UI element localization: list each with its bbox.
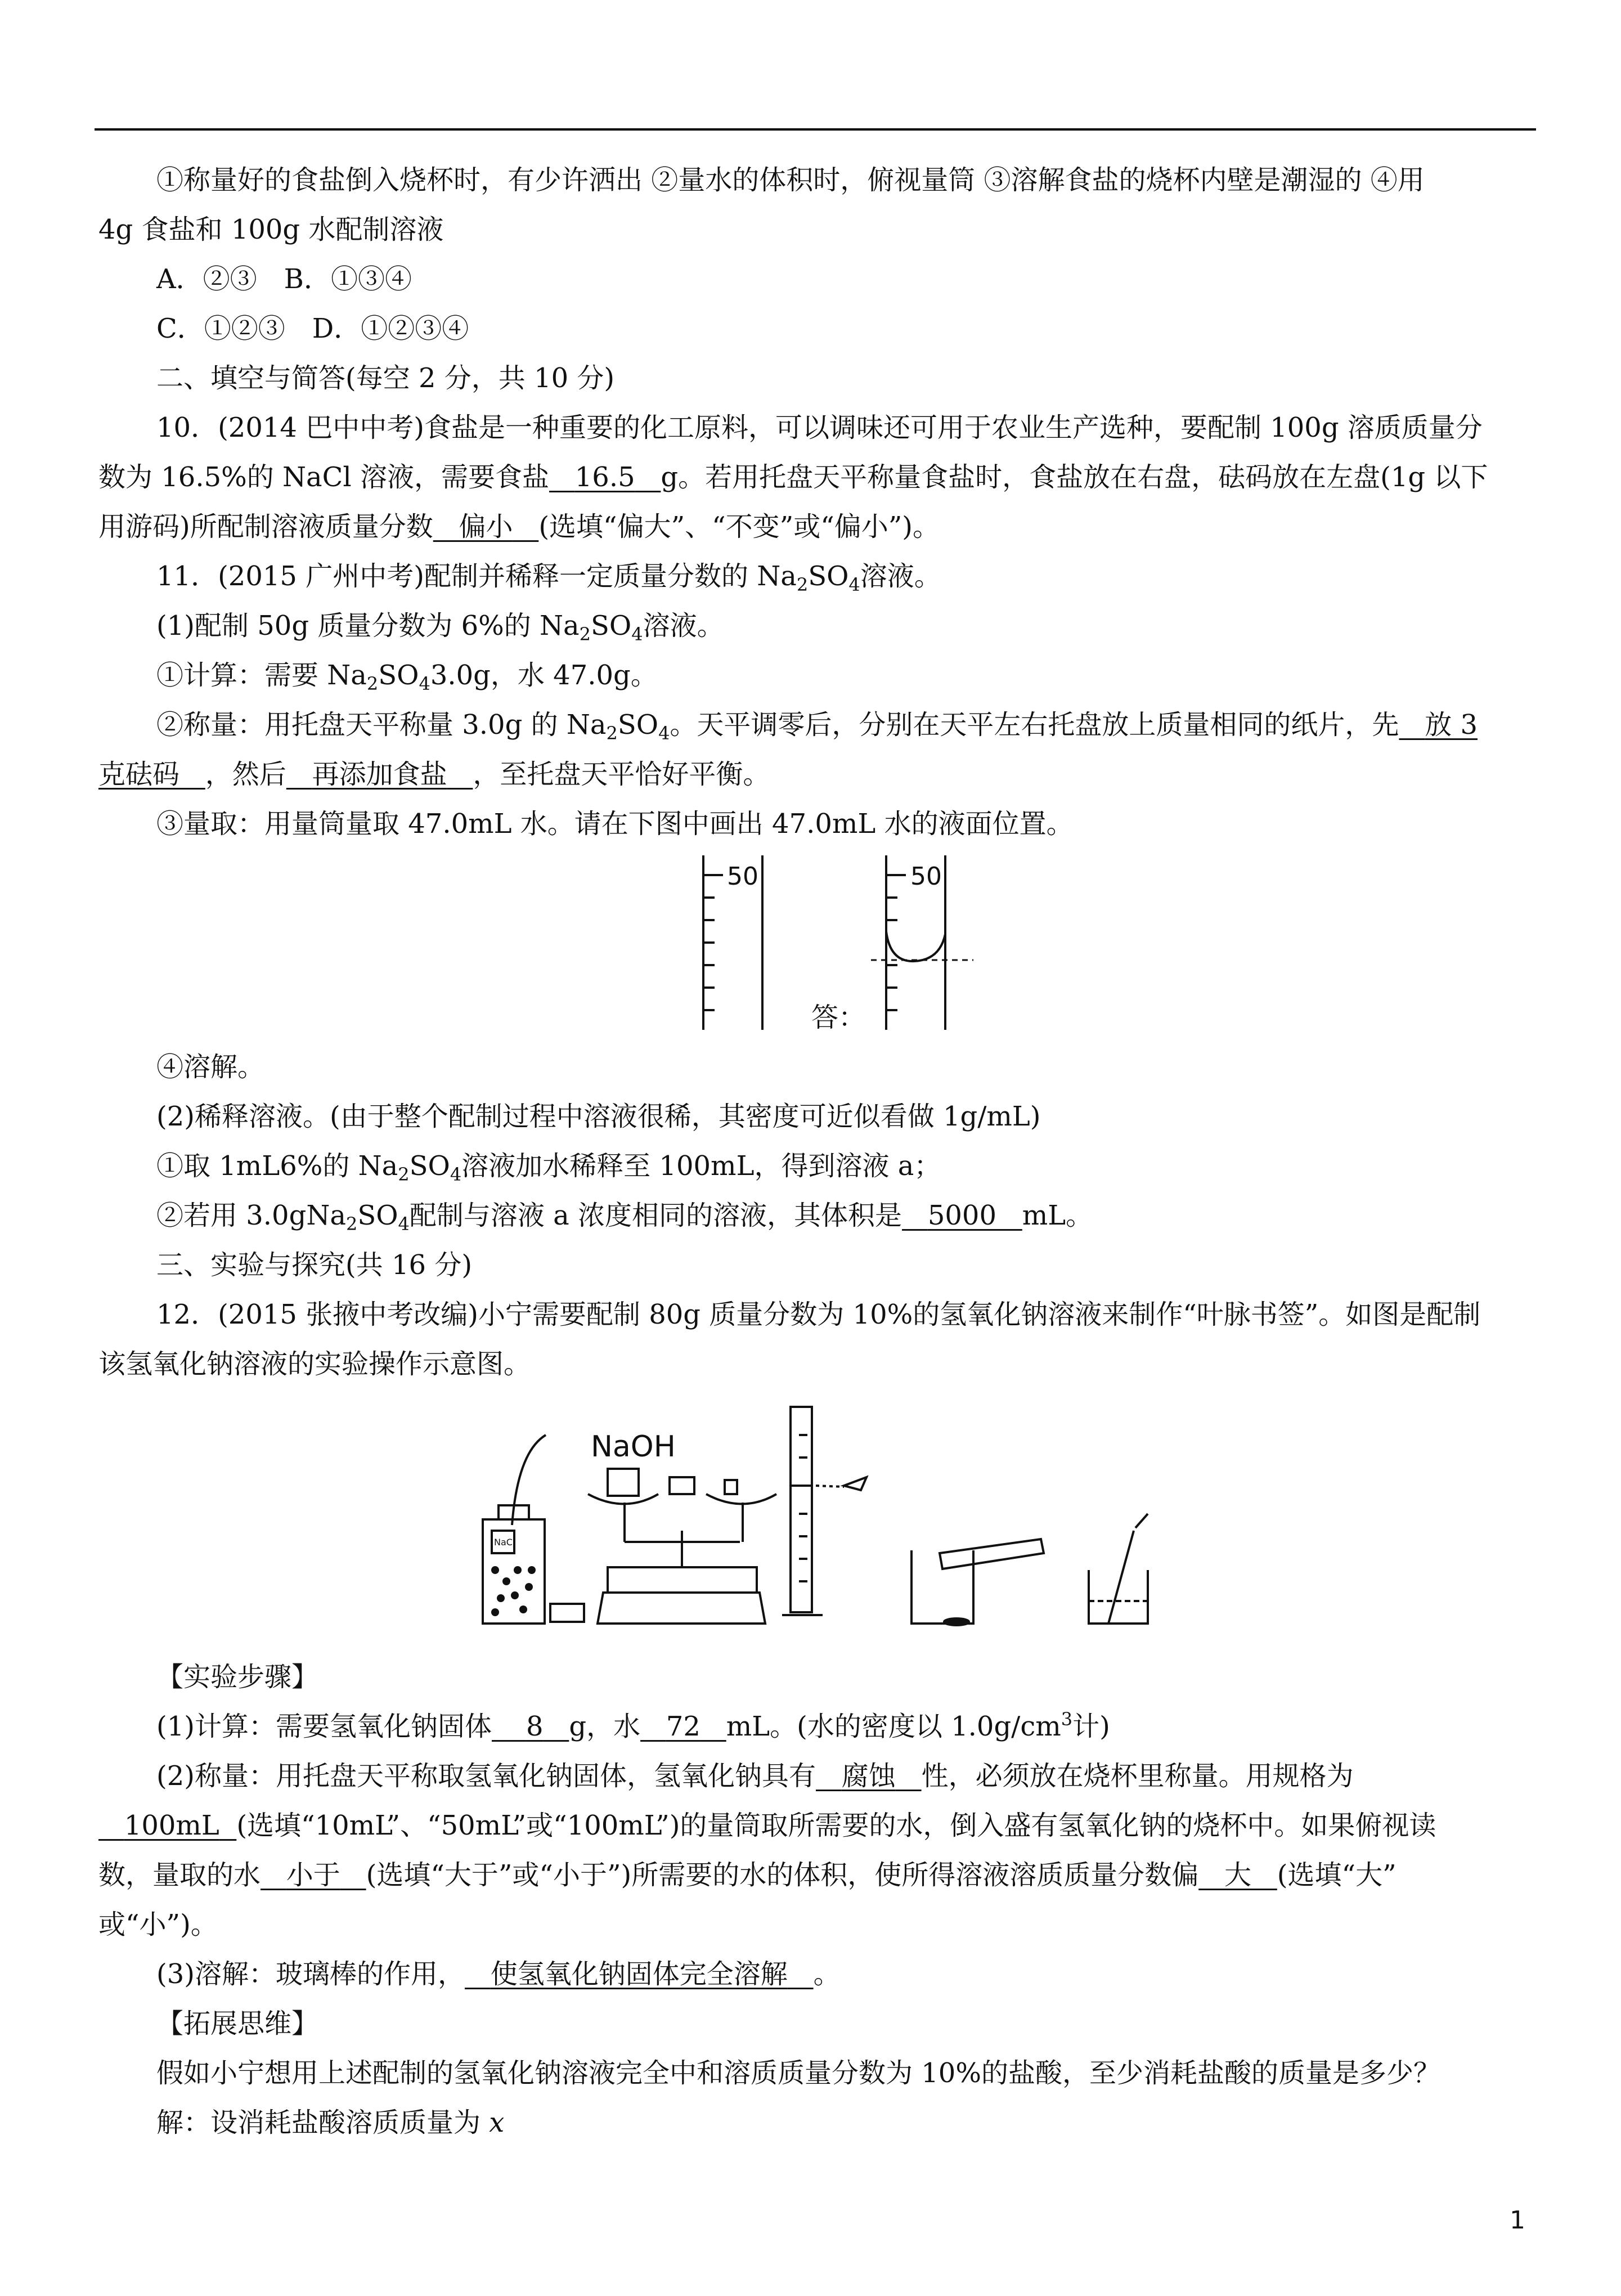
answer-blank: 腐蚀 [841, 1760, 896, 1792]
apparatus-figure [478, 1401, 1210, 1638]
bottle-label: NaCl [494, 1537, 515, 1548]
answer-blank: 8 [526, 1711, 544, 1742]
q11-weigh-cont: 克砝码 ，然后 再添加食盐 ，至托盘天平恰好平衡。 [98, 759, 770, 790]
answer-blank: 小于 [286, 1859, 340, 1891]
q12-line2: 该氢氧化钠溶液的实验操作示意图。 [98, 1348, 531, 1380]
naoh-label: NaOH [591, 1430, 676, 1464]
scale-label-left: 50 [727, 862, 758, 891]
q11-part2b: ②若用 $3.0gNa_2SO_4$配制与溶液 a 浓度相同的溶液，其体积是 5000 mL。 [156, 1200, 1093, 1235]
solution-line: 解：设消耗盐酸溶质质量为 x [156, 2107, 505, 2138]
q12-line1: 12．(2015 张掖中考改编)小宁需要配制 80g 质量分数为 10%的氢氧化钠溶液来制作“叶脉书签”。如图是配制 [156, 1299, 1481, 1330]
answer-blank: 克砝码 [98, 759, 180, 790]
step2-line1: (2)称量：用托盘天平称取氢氧化钠固体，氢氧化钠具有 腐蚀 性，必须放在烧杯里称量。用规格为 [156, 1760, 1354, 1792]
step3: (3)溶解：玻璃棒的作用， 使氢氧化钠固体完全溶解 。 [156, 1958, 841, 1990]
answer-blank: 大 [1224, 1859, 1252, 1891]
q11-part2: (2)稀释溶液。(由于整个配制过程中溶液很稀，其密度可近似看做 1g/mL) [156, 1101, 1041, 1132]
answer-blank: 再添加食盐 [312, 759, 447, 790]
q11-measure: ③量取：用量筒量取 47.0mL 水。请在下图中画出 47.0mL 水的液面位置。 [156, 808, 1074, 840]
scale-label-right: 50 [910, 862, 942, 891]
answer-blank: 72 [666, 1711, 701, 1742]
extension-heading: 【拓展思维】 [156, 2008, 319, 2039]
section-3-heading: 三、实验与探究(共 16 分) [156, 1249, 473, 1281]
page-number: 1 [1510, 2206, 1525, 2235]
step2-line3: 数，量取的水 小于 (选填“大于”或“小于”)所需要的水的体积，使所得溶液溶质质量分数偏 大 (选填“大” [98, 1859, 1397, 1891]
q11-part2a: ①取 1mL6%的 $Na_2SO_4$溶液加水稀释至 100mL，得到溶液 a； [156, 1150, 941, 1185]
option-text-cont: 4g 食盐和 100g 水配制溶液 [98, 214, 444, 245]
step2-line2: 100mL (选填“10mL”、“50mL”或“100mL”)的量筒取所需要的水，倒入盛有氢氧化钠的烧杯中。如果俯视读 [98, 1809, 1436, 1842]
answer-blank: 100mL [124, 1810, 219, 1841]
step1: (1)计算：需要氢氧化钠固体 8 g，水 72 mL。(水的密度以 $1.0g/cm^3$计) [156, 1708, 1110, 1742]
answer-blank: 偏小 [459, 511, 513, 542]
q10-line3: 用游码)所配制溶液质量分数 偏小 (选填“偏大”、“不变”或“偏小”)。 [98, 511, 940, 542]
section-2-heading: 二、填空与简答(每空 2 分，共 10 分) [156, 362, 615, 394]
option-text: ①称量好的食盐倒入烧杯时，有少许洒出 ②量水的体积时，俯视量筒 ③溶解食盐的烧杯内壁是潮湿的 ④用 [156, 164, 1425, 196]
choice-ab: A．②③ B．①③④ [156, 263, 412, 295]
q10-line1: 10．(2014 巴中中考)食盐是一种重要的化工原料，可以调味还可用于农业生产选种，要配制 100g 溶质质量分 [156, 412, 1483, 443]
steps-heading: 【实验步骤】 [156, 1661, 319, 1693]
answer-label: 答： [811, 1002, 866, 1033]
answer-blank: 使氢氧化钠固体完全溶解 [490, 1958, 788, 1990]
step2-line4: 或“小”)。 [98, 1909, 218, 1940]
q11-part1: (1)配制 50g 质量分数为 6%的 $Na_2SO_4$溶液。 [156, 610, 724, 645]
header-rule [95, 128, 1536, 131]
q11-title: 11．(2015 广州中考)配制并稀释一定质量分数的 $Na_2SO_4$溶液。 [156, 560, 941, 595]
answer-blank: 5000 [927, 1200, 996, 1231]
extension-question: 假如小宁想用上述配制的氢氧化钠溶液完全中和溶质质量分数为 10%的盐酸，至少消耗盐酸的质量是多少？ [156, 2057, 1440, 2089]
q11-dissolve: ④溶解。 [156, 1051, 265, 1083]
answer-blank: 放 3 [1425, 709, 1478, 741]
choice-cd: C．①②③ D．①②③④ [156, 313, 469, 344]
q10-line2: 数为 16.5%的 NaCl 溶液，需要食盐 16.5 g。若用托盘天平称量食盐时，食盐放在右盘，砝码放在左盘(1g 以下 [98, 461, 1488, 493]
answer-blank: 16.5 [574, 461, 635, 493]
q11-calc: ①计算：需要 $Na_2SO_43.0g$，水 47.0g。 [156, 660, 658, 694]
q11-weigh: ②称量：用托盘天平称量 3.0g 的 $Na_2SO_4$。天平调零后，分别在天平左右托盘放上质量相同的纸片，先 放 3 [156, 709, 1478, 744]
